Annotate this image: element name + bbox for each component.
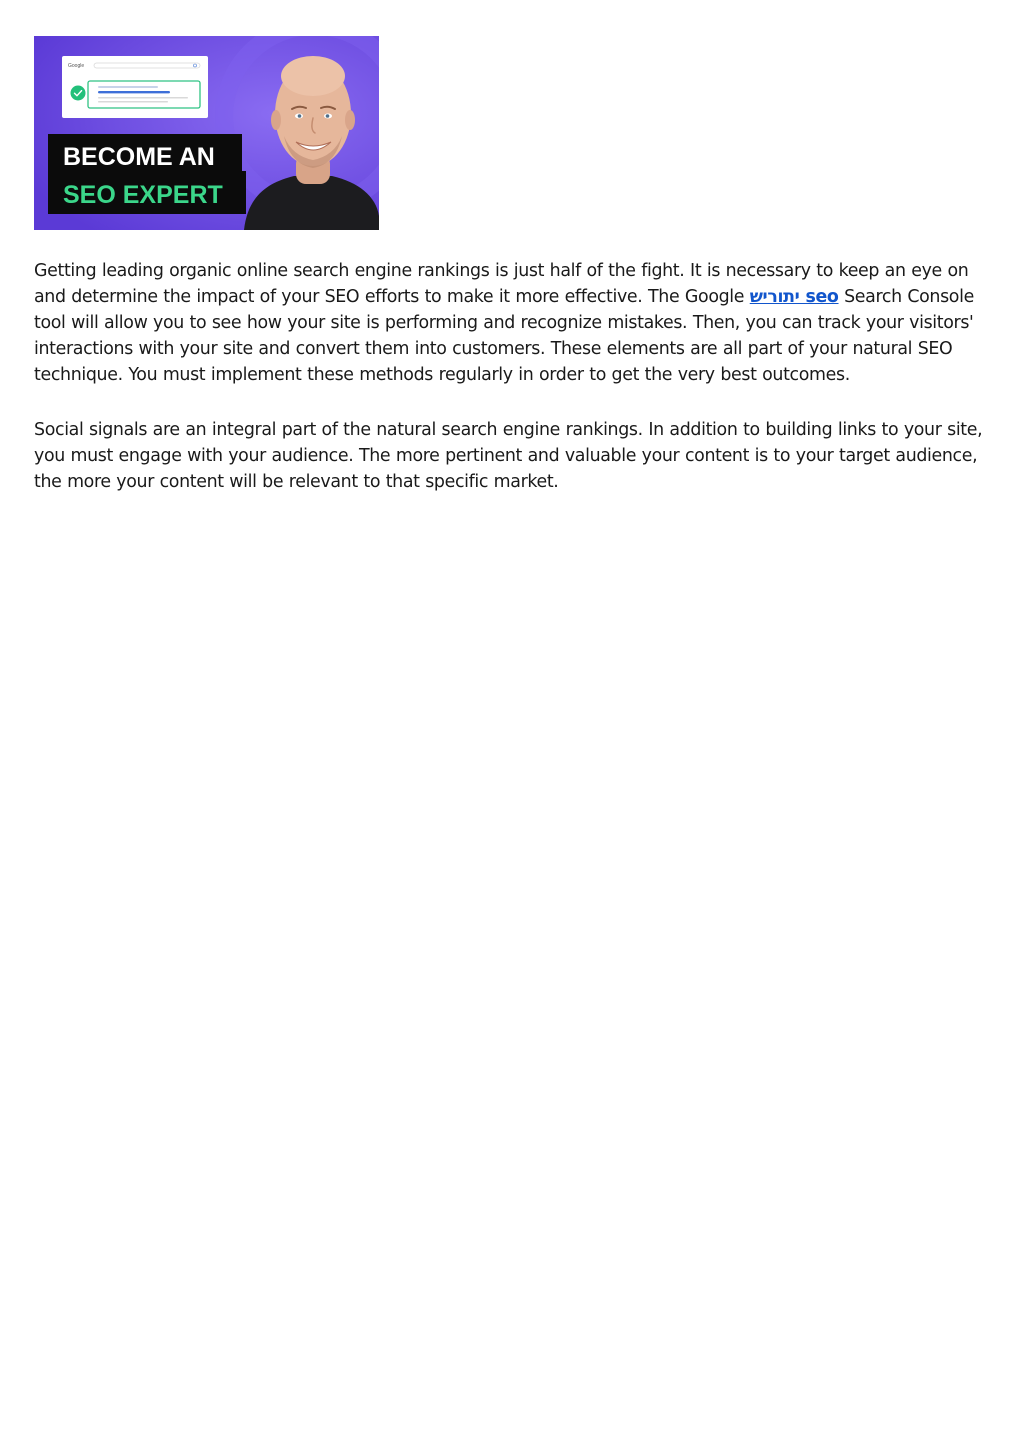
check-icon xyxy=(71,86,86,101)
headline-line-2: SEO EXPERT xyxy=(63,181,223,209)
paragraph-1-text-start: Getting leading organic online search engine rankings is just half of the fight. It is necessary to keep an eye on and determine the impact of your SEO efforts to make it more effective. The Google xyxy=(34,261,969,307)
search-brand-label: Google xyxy=(68,63,85,69)
search-result-card xyxy=(62,56,208,118)
hero-image xyxy=(34,36,379,230)
article-body xyxy=(34,258,994,524)
paragraph-1-text-end: Search Console tool will allow you to see how your site is performing and recognize mistakes. Then, you can track your visitors' interactions with your site and convert them into customers. These elements are all part of your natural SEO technique. You must implement these methods regularly in order to get the very best outcomes. xyxy=(34,287,974,385)
headline-box xyxy=(48,134,246,214)
paragraph-2: Social signals are an integral part of the natural search engine rankings. In addition to building links to your site, you must engage with your audience. The more pertinent and valuable your content is to your target audience, the more your content will be relevant to that specific market. xyxy=(34,420,983,492)
seo-link[interactable]: seo יתוריש xyxy=(749,287,839,307)
paragraph-1 xyxy=(34,258,994,388)
headline-line-1: BECOME AN xyxy=(63,143,215,171)
